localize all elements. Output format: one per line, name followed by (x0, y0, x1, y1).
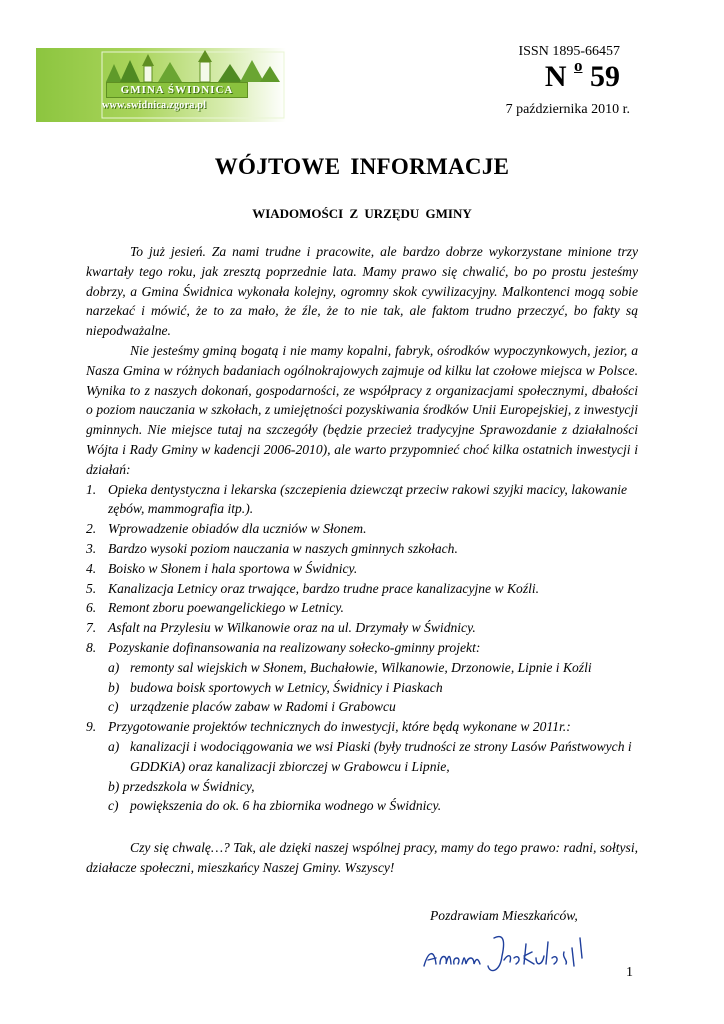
issue-date: 7 października 2010 r. (505, 102, 630, 117)
list-number: 6. (86, 600, 97, 616)
list-item (86, 480, 638, 520)
article-body (86, 242, 638, 878)
list-item (86, 717, 638, 737)
list-item (86, 598, 638, 618)
list-text: Remont zboru poewangelickiego w Letnicy. (108, 600, 344, 616)
page-subtitle: WIADOMOŚCI Z URZĘDU GMINY (252, 206, 472, 221)
sub-list-item (86, 658, 638, 678)
list-number: 2. (86, 521, 97, 537)
sub-text: powiększenia do ok. 6 ha zbiornika wodnego w Świdnicy. (130, 798, 442, 814)
paragraph: To już jesień. Za nami trudne i pracowite, ale bardzo dobrze wykorzystane minione trzy kwartały tego roku, jak zresztą poprzednie lata. Mamy prawo się chwalić, bo po prostu jesteśmy dobrzy, a Gmina Świdnica wykonała kolejny, ogromny skok cywilizacyjny. Malkontenci mogą sobie narzekać i mówić, że to za mało, że źle, że to nie tak, ale faktom trudno przeczyć, bo fakty są niepodważalne. (86, 244, 638, 339)
handwritten-signature (418, 930, 588, 980)
issue-number (460, 56, 620, 94)
list-text: Przygotowanie projektów technicznych do inwestycji, które będą wykonane w 2011r.: (108, 719, 571, 735)
list-number: 9. (86, 719, 97, 735)
sub-list-item (86, 777, 638, 797)
issue-prefix: N (544, 60, 567, 93)
investment-list (86, 480, 638, 817)
sub-letter: b) (108, 679, 120, 695)
list-text: Kanalizacja Letnicy oraz trwające, bardzo trudne prace kanalizacyjne w Koźli. (108, 580, 540, 596)
sub-letter: c) (108, 798, 119, 814)
sub-list-item (86, 678, 638, 698)
list-number: 5. (86, 580, 97, 596)
paragraph: Nie jesteśmy gminą bogatą i nie mamy kopalni, fabryk, ośrodków wypoczynkowych, jezior, a Nasza Gmina w różnych badaniach ogólnokrajowych zajmuje od kilku lat czołowe miejsca w Polsce. Wynika to z naszych dokonań, gospodarności, ze współpracy z organizacjami społecznymi, dbałości o poziom nauczania w szkołach, z umiejętności pozyskiwania środków Unii Europejskiej, z inwestycji gminnych. Nie miejsce tutaj na szczegóły (będzie przecież tradycyjne Sprawozdanie z działalności Wójta i Rady Gminy w kadencji 2006-2010), ale warto przypomnieć choć kilka ostatnich inwestycji i działań: (86, 342, 638, 477)
sub-text: urządzenie placów zabaw w Radomi i Grabowcu (130, 699, 396, 715)
closing-paragraph: Czy się chwalę…? Tak, ale dzięki naszej wspólnej pracy, mamy do tego prawo: radni, sołtysi, działacze społeczni, mieszkańcy Naszej Gminy. Wszyscy! (86, 840, 638, 875)
issue-sup: o (574, 56, 583, 75)
list-item (86, 519, 638, 539)
list-text: Wprowadzenie obiadów dla uczniów w Słonem. (108, 521, 367, 537)
sub-list-item (86, 796, 638, 816)
list-number: 4. (86, 560, 97, 576)
sub-letter: c) (108, 699, 119, 715)
issn-number: ISSN 1895-66457 (518, 44, 620, 59)
page-title: WÓJTOWE INFORMACJE (214, 154, 510, 179)
sub-letter: a) (108, 738, 120, 754)
list-number: 3. (86, 540, 97, 556)
list-text: Opieka dentystyczna i lekarska (szczepienia dziewcząt przeciw rakowi szyjki macicy, lakowanie zębów, mammografia itp.). (108, 481, 628, 517)
sub-list-item (86, 737, 638, 777)
sub-list-item (86, 697, 638, 717)
logo-url: www.swidnica.zgora.pl (102, 100, 207, 111)
sub-text: budowa boisk sportowych w Letnicy, Świdnicy i Piaskach (130, 679, 443, 695)
issue-value: 59 (590, 60, 620, 93)
list-text: Pozyskanie dofinansowania na realizowany sołecko-gminny projekt: (108, 639, 481, 655)
logo-name: GMINA ŚWIDNICA (106, 82, 248, 98)
page-number: 1 (626, 965, 633, 980)
list-item (86, 618, 638, 638)
list-text: Asfalt na Przylesiu w Wilkanowie oraz na ul. Drzymały w Świdnicy. (108, 620, 476, 636)
list-text: Boisko w Słonem i hala sportowa w Świdnicy. (108, 560, 358, 576)
list-number: 8. (86, 639, 97, 655)
list-item (86, 579, 638, 599)
sub-text: kanalizacji i wodociągowania we wsi Piaski (były trudności ze strony Lasów Państwowych i GDDKiA) oraz kanalizacji zbiorczej w Grabowcu i Lipnie, (130, 738, 632, 774)
list-number: 1. (86, 481, 97, 497)
sub-text: remonty sal wiejskich w Słonem, Buchałowie, Wilkanowie, Drzonowie, Lipnie i Koźli (130, 659, 592, 675)
list-item (86, 539, 638, 559)
gmina-logo-banner (36, 48, 286, 122)
greeting: Pozdrawiam Mieszkańców, (430, 908, 578, 923)
list-text: Bardzo wysoki poziom nauczania w naszych gminnych szkołach. (108, 540, 458, 556)
sub-letter: a) (108, 659, 120, 675)
list-item (86, 559, 638, 579)
sub-text: b) przedszkola w Świdnicy, (108, 778, 255, 794)
list-number: 7. (86, 620, 97, 636)
list-item (86, 638, 638, 658)
spacer (86, 816, 638, 838)
